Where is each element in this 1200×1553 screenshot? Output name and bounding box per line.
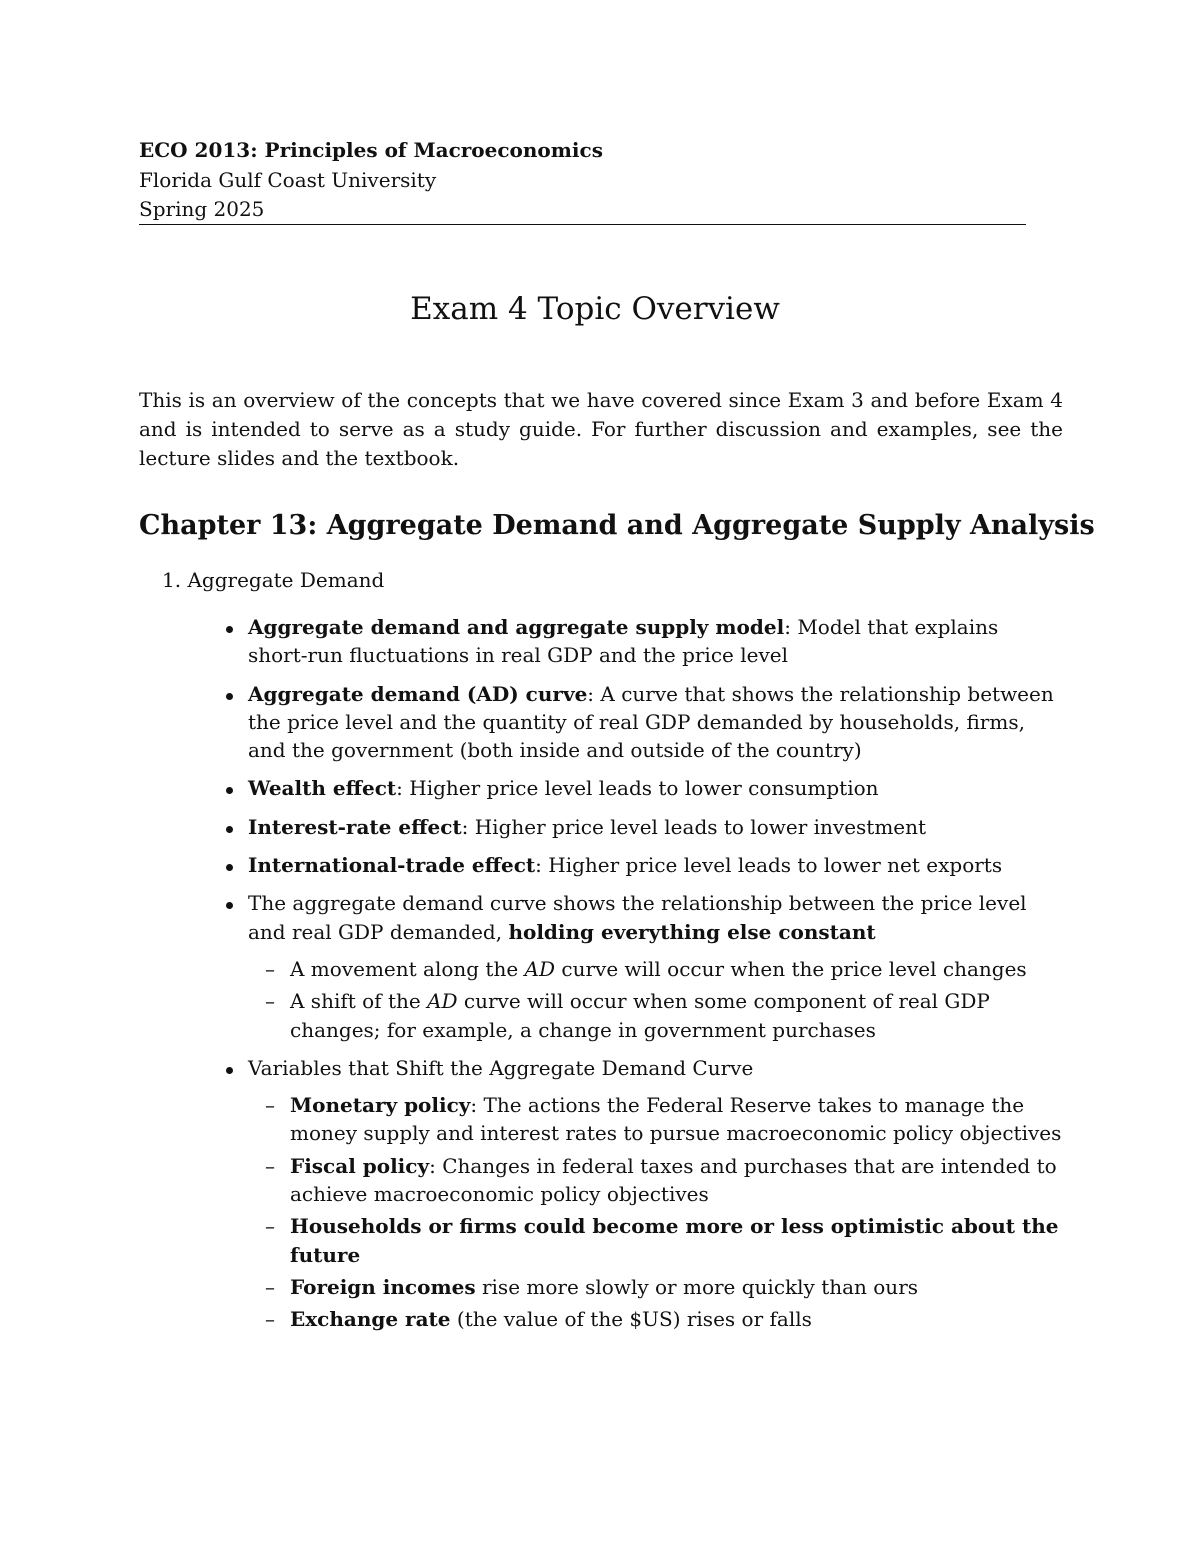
sub-list-item: – Fiscal policy: Changes in federal taxes and purchases that are intended to achieve macroeconomic policy objectives	[290, 1152, 1063, 1209]
sub-list	[248, 1091, 1063, 1333]
list-item: Aggregate demand and aggregate supply model: Model that explains short-run fluctuations in real GDP and the price level	[248, 613, 1063, 670]
definition: Higher price level leads to lower net exports	[548, 853, 1003, 878]
term: Aggregate demand (AD) curve	[248, 681, 588, 706]
chapter-heading: Chapter 13: Aggregate Demand and Aggregate Supply Analysis	[139, 510, 1095, 541]
list-item: International-trade effect: Higher price level leads to lower net exports	[248, 851, 1063, 879]
definition: A curve that shows the relationship between the price level and the quantity of real GDP demanded by households, firms, and the government (both inside and outside of the country)	[248, 681, 1054, 763]
definition: Higher price level leads to lower consumption	[409, 776, 879, 801]
section-label: Aggregate Demand	[187, 568, 385, 592]
intro-paragraph: This is an overview of the concepts that we have covered since Exam 3 and before Exam 4 and is intended to serve as a study guide. For further discussion and examples, see the lecture slides and the textbook.	[139, 388, 1063, 470]
term: Spring 2025	[139, 197, 265, 221]
page-title: Exam 4 Topic Overview	[410, 291, 780, 327]
statement: The aggregate demand curve shows the relationship between the price level and real GDP demanded,	[248, 891, 1027, 944]
sub-list	[248, 955, 1063, 1044]
definition: Higher price level leads to lower investment	[474, 814, 927, 839]
sub-list-item: – Foreign incomes rise more slowly or more quickly than ours	[290, 1273, 1063, 1301]
term: International-trade effect	[248, 853, 536, 878]
definition: Model that explains short-run fluctuations in real GDP and the price level	[248, 615, 999, 668]
concept-list	[248, 613, 1063, 1344]
term: Interest-rate effect	[248, 814, 462, 839]
section-number: 1.	[162, 568, 182, 592]
statement: Variables that Shift the Aggregate Demand Curve	[248, 1055, 754, 1080]
sub-list-item: – Households or firms could become more or less optimistic about the future	[290, 1212, 1063, 1269]
course-header	[139, 136, 1026, 225]
list-item: Wealth effect: Higher price level leads to lower consumption	[248, 774, 1063, 802]
sub-list-item: – A movement along the AD curve will occur when the price level changes	[290, 955, 1063, 983]
sub-list-item: – Exchange rate (the value of the $US) rises or falls	[290, 1305, 1063, 1333]
sub-list-item: – Monetary policy: The actions the Federal Reserve takes to manage the money supply and interest rates to pursue macroeconomic policy objectives	[290, 1091, 1063, 1148]
section-aggregate-demand	[162, 566, 384, 594]
list-item: Aggregate demand (AD) curve: A curve that shows the relationship between the price level and the quantity of real GDP demanded by households, firms, and the government (both inside and outside of the country)	[248, 680, 1063, 765]
term: Wealth effect	[248, 776, 397, 801]
list-item	[248, 889, 1063, 1043]
university-name: Florida Gulf Coast University	[139, 167, 437, 192]
header-rule	[139, 224, 1026, 225]
emphasis: holding everything else constant	[508, 919, 876, 944]
list-item	[248, 1054, 1063, 1334]
term: Aggregate demand and aggregate supply model	[248, 615, 785, 639]
list-item: Interest-rate effect: Higher price level leads to lower investment	[248, 813, 1063, 841]
course-name: ECO 2013: Principles of Macroeconomics	[139, 138, 603, 162]
sub-list-item: – A shift of the AD curve will occur when some component of real GDP changes; for example, a change in government purchases	[290, 987, 1063, 1044]
